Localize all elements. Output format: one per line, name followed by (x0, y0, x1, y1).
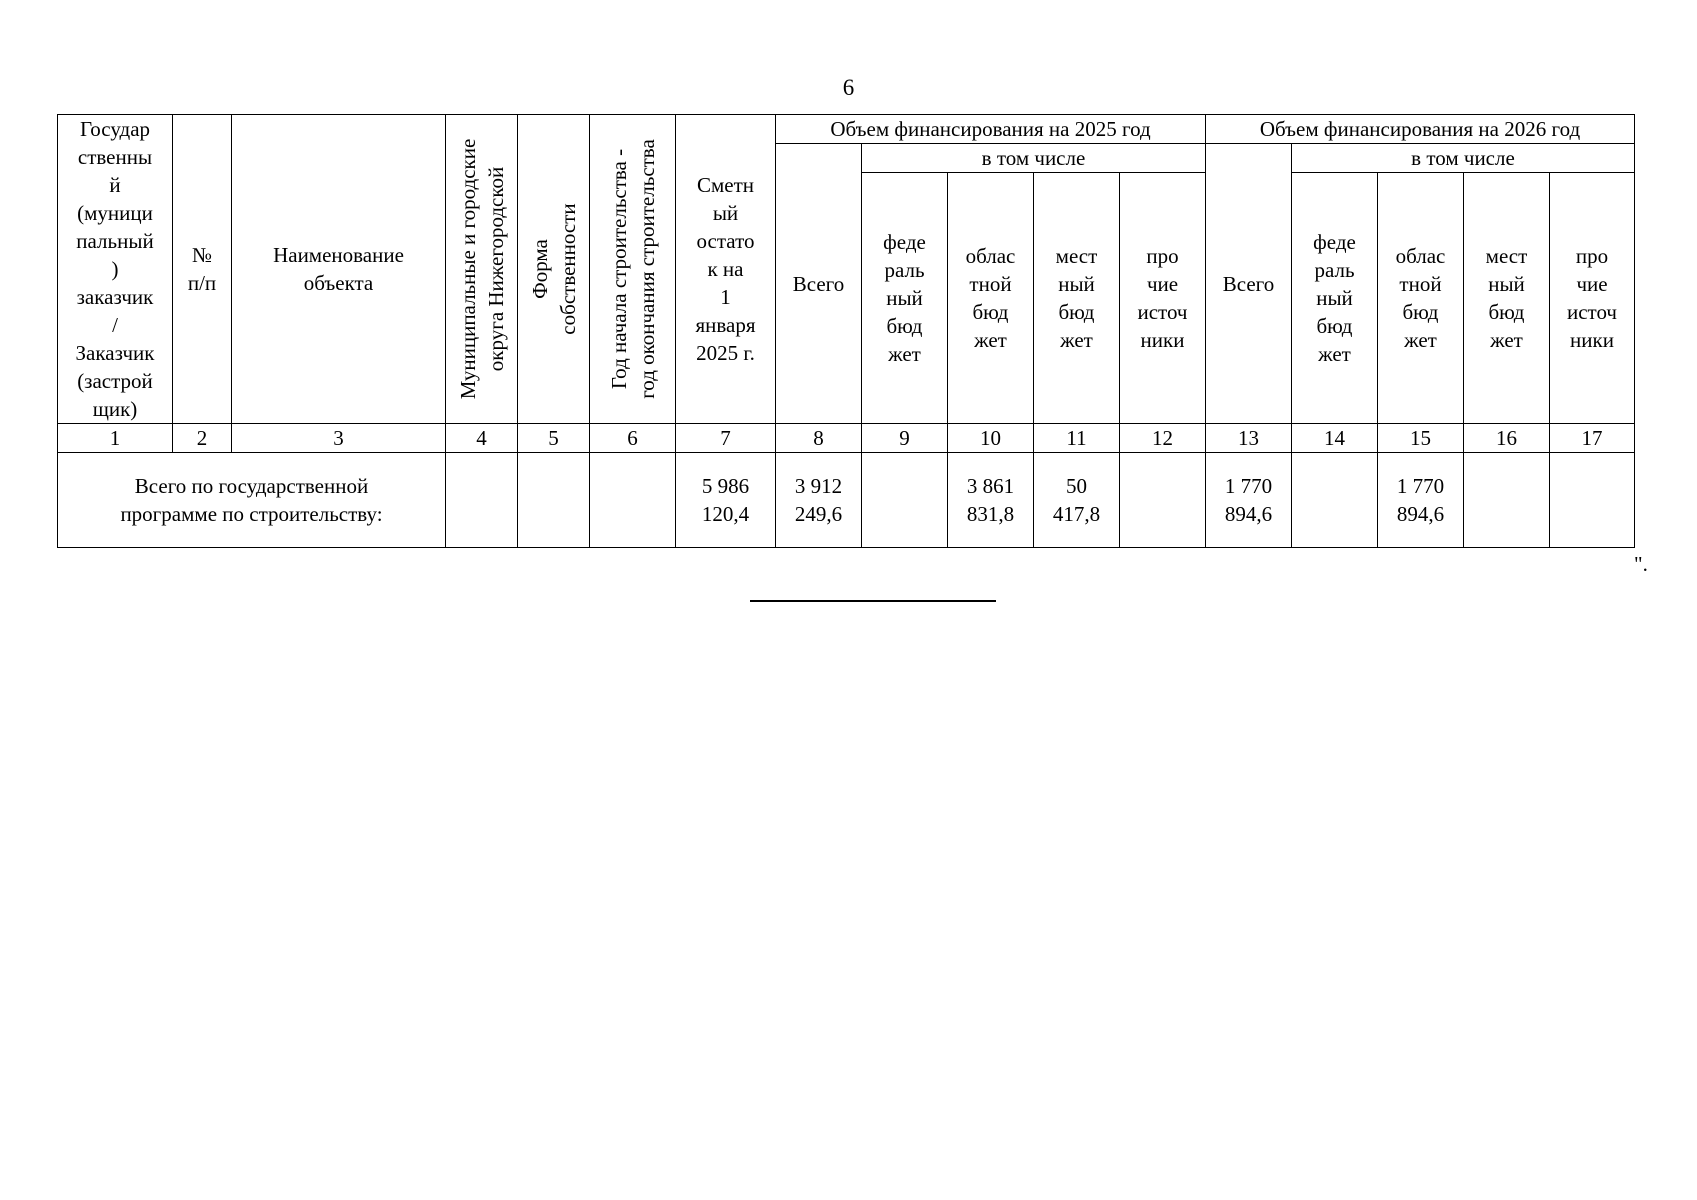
column-number: 15 (1378, 424, 1464, 453)
column-number: 14 (1292, 424, 1378, 453)
header-financing-2025: Объем финансирования на 2025 год (776, 115, 1206, 144)
total-ownership (518, 453, 590, 548)
total-2025-all: 3 912 249,6 (776, 453, 862, 548)
column-number: 16 (1464, 424, 1550, 453)
header-districts-cell (446, 115, 518, 424)
header-row-1 (58, 115, 1635, 144)
column-number: 11 (1034, 424, 1120, 453)
column-number: 1 (58, 424, 173, 453)
total-2025-other (1120, 453, 1206, 548)
total-row-label: Всего по государственной программе по строительству: (58, 453, 446, 548)
header-ownership: Форма собственности (527, 203, 580, 335)
header-including-2026: в том числе (1292, 144, 1635, 173)
header-ownership-cell (518, 115, 590, 424)
column-number: 6 (590, 424, 676, 453)
column-number: 4 (446, 424, 518, 453)
header-object-name: Наименование объекта (232, 115, 446, 424)
financing-table (57, 114, 1635, 548)
header-local-2025: мест ный бюд жет (1034, 173, 1120, 424)
total-2026-other (1550, 453, 1635, 548)
column-number: 17 (1550, 424, 1635, 453)
column-number-row (58, 424, 1635, 453)
header-total-2025: Всего (776, 144, 862, 424)
header-districts: Муниципальные и городские округа Нижегородской (455, 138, 508, 400)
column-number: 5 (518, 424, 590, 453)
header-total-2026: Всего (1206, 144, 1292, 424)
header-estimate-balance: Сметн ый остато к на 1 января 2025 г. (676, 115, 776, 424)
header-number: № п/п (173, 115, 232, 424)
page-number: 6 (842, 75, 855, 100)
total-2025-local: 50 417,8 (1034, 453, 1120, 548)
header-regional-2025: облас тной бюд жет (948, 173, 1034, 424)
total-2026-regional: 1 770 894,6 (1378, 453, 1464, 548)
header-including-2025: в том числе (862, 144, 1206, 173)
column-number: 8 (776, 424, 862, 453)
header-financing-2026: Объем финансирования на 2026 год (1206, 115, 1635, 144)
total-districts (446, 453, 518, 548)
column-number: 12 (1120, 424, 1206, 453)
closing-quote: ". (1634, 552, 1648, 576)
header-years-cell (590, 115, 676, 424)
column-number: 9 (862, 424, 948, 453)
column-number: 2 (173, 424, 232, 453)
end-divider (750, 600, 996, 602)
total-2025-federal (862, 453, 948, 548)
total-row (58, 453, 1635, 548)
header-customer: Государ ственны й (муници пальный ) заказчик / Заказчик (застрой щик) (58, 115, 173, 424)
total-2025-regional: 3 861 831,8 (948, 453, 1034, 548)
header-other-2025: про чие источ ники (1120, 173, 1206, 424)
total-2026-local (1464, 453, 1550, 548)
header-local-2026: мест ный бюд жет (1464, 173, 1550, 424)
header-federal-2025: феде раль ный бюд жет (862, 173, 948, 424)
header-other-2026: про чие источ ники (1550, 173, 1635, 424)
header-regional-2026: облас тной бюд жет (1378, 173, 1464, 424)
column-number: 10 (948, 424, 1034, 453)
column-number: 7 (676, 424, 776, 453)
header-years: Год начала строительства - год окончания строительства (606, 139, 659, 399)
column-number: 3 (232, 424, 446, 453)
total-2026-all: 1 770 894,6 (1206, 453, 1292, 548)
column-number: 13 (1206, 424, 1292, 453)
total-2026-federal (1292, 453, 1378, 548)
total-estimate-balance: 5 986 120,4 (676, 453, 776, 548)
header-federal-2026: феде раль ный бюд жет (1292, 173, 1378, 424)
total-years (590, 453, 676, 548)
